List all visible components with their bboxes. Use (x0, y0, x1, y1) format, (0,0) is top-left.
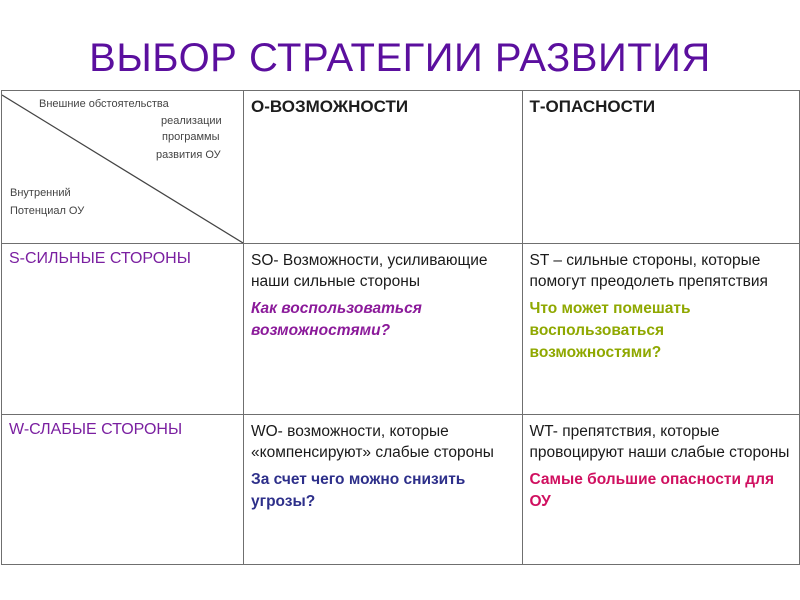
row-label-weaknesses: W-СЛАБЫЕ СТОРОНЫ (2, 415, 244, 565)
cell-wt (522, 415, 800, 565)
corner-cell (2, 91, 244, 244)
corner-external-label-4: развития ОУ (156, 149, 221, 161)
cell-st-question: Что может помешать воспользоваться возможностями? (529, 300, 691, 361)
corner-internal-label-2: Потенциал ОУ (10, 205, 85, 217)
cell-wt-question: Самые большие опасности для ОУ (529, 471, 775, 510)
cell-so-text: SO- Возможности, усиливающие наши сильные стороны (251, 252, 488, 290)
cell-wo (244, 415, 523, 565)
row-strengths (2, 244, 800, 415)
cell-wo-question: За счет чего можно снизить угрозы? (251, 471, 466, 510)
cell-so-question: Как воспользоваться возможностями? (251, 300, 422, 339)
cell-st (522, 244, 800, 415)
page-title: ВЫБОР СТРАТЕГИИ РАЗВИТИЯ (89, 36, 711, 80)
row-weaknesses (2, 415, 800, 565)
cell-wt-text: WT- препятствия, которые провоцируют наши слабые стороны (529, 423, 790, 461)
column-header-threats: Т-ОПАСНОСТИ (522, 91, 800, 244)
cell-wo-text: WO- возможности, которые «компенсируют» слабые стороны (251, 423, 494, 461)
cell-st-text: ST – сильные стороны, которые помогут преодолеть препятствия (529, 252, 768, 290)
strategy-table (1, 90, 800, 565)
column-header-opportunities: О-ВОЗМОЖНОСТИ (244, 91, 523, 244)
corner-internal-label: Внутренний (10, 187, 71, 199)
corner-external-label: Внешние обстоятельства (39, 98, 169, 110)
corner-external-label-2: реализации (161, 115, 222, 127)
cell-so (244, 244, 523, 415)
header-row (2, 91, 800, 244)
diagonal-divider (2, 91, 243, 243)
corner-external-label-3: программы (162, 131, 220, 143)
row-label-strengths: S-СИЛЬНЫЕ СТОРОНЫ (2, 244, 244, 415)
